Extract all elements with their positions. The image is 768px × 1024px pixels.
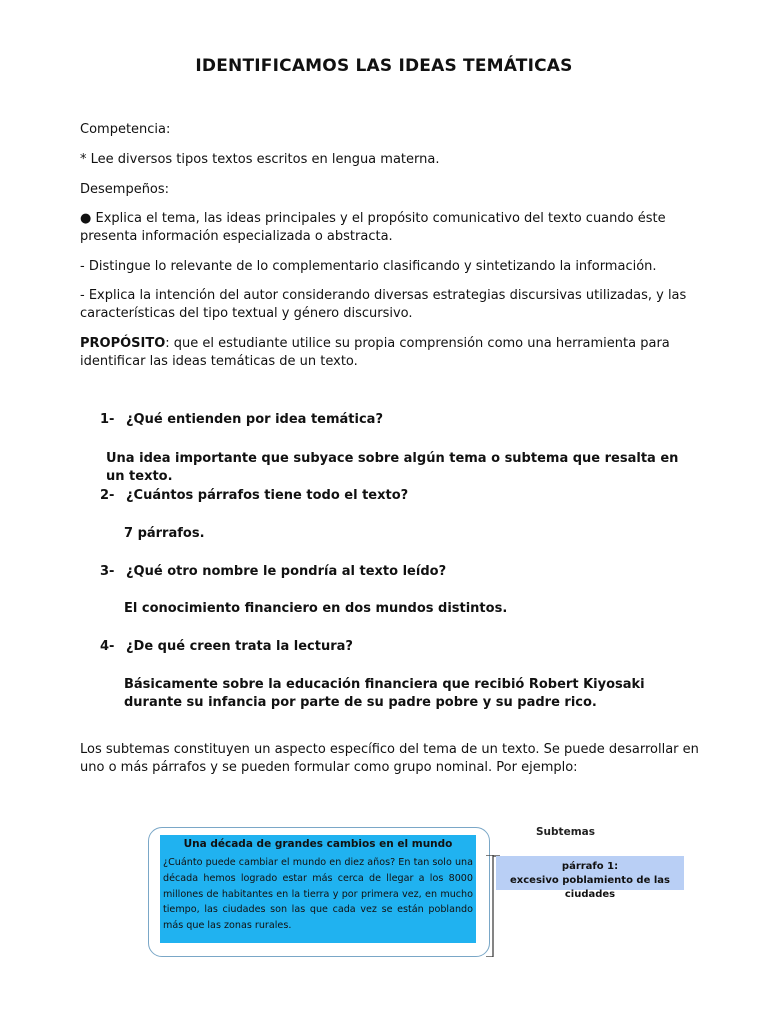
question-text: ¿Qué otro nombre le pondría al texto leído?	[126, 564, 447, 579]
subtema-label: párrafo 1:	[561, 861, 619, 872]
question	[100, 487, 408, 505]
question-answer: Una idea importante que subyace sobre algún tema o subtema que resalta en un texto.	[106, 451, 679, 484]
desempeno-item: - Distingue lo relevante de lo complementario clasificando y sintetizando la información.	[80, 259, 657, 274]
question-number: 3-	[100, 564, 115, 579]
desempenos-label: Desempeños:	[80, 182, 170, 197]
proposito-text: : que el estudiante utilice su propia comprensión como una herramienta para identificar las ideas temáticas de un texto.	[80, 336, 670, 369]
paragraph-body: ¿Cuánto puede cambiar el mundo en diez años? En tan solo una década hemos logrado estar más cerca de llegar a los 8000 millones de habitantes en la tierra y por primera vez, en mucho tiempo, las ciudades son las que cada vez se están poblando más que las zonas rurales.	[160, 853, 476, 943]
proposito-paragraph	[80, 335, 700, 371]
paragraph-title: Una década de grandes cambios en el mundo	[160, 835, 476, 853]
question-answer: Básicamente sobre la educación financiera que recibió Robert Kiyosaki durante su infancia por parte de su padre pobre y su padre rico.	[124, 677, 645, 710]
page-title: IDENTIFICAMOS LAS IDEAS TEMÁTICAS	[195, 56, 573, 76]
question-number: 4-	[100, 639, 115, 654]
competencia-item: * Lee diversos tipos textos escritos en lengua materna.	[80, 152, 440, 167]
question-number: 2-	[100, 488, 115, 503]
question	[100, 563, 446, 581]
subtemas-heading: Subtemas	[536, 826, 595, 838]
question-answer: El conocimiento financiero en dos mundos distintos.	[124, 601, 508, 616]
subtemas-intro: Los subtemas constituyen un aspecto específico del tema de un texto. Se puede desarrollar en uno o más párrafos y se pueden formular como grupo nominal. Por ejemplo:	[80, 742, 699, 775]
question-text: ¿Qué entienden por idea temática?	[126, 412, 383, 427]
question	[100, 411, 383, 429]
competencia-label: Competencia:	[80, 122, 171, 137]
question	[100, 638, 353, 656]
subtema-text: excesivo poblamiento de las ciudades	[510, 875, 670, 900]
subtema-box	[496, 856, 684, 900]
question-text: ¿De qué creen trata la lectura?	[126, 639, 353, 654]
subtemas-example-figure	[148, 815, 708, 965]
desempeno-item: ● Explica el tema, las ideas principales y el propósito comunicativo del texto cuando éste presenta información especializada o abstracta.	[80, 211, 666, 244]
desempeno-item: - Explica la intención del autor considerando diversas estrategias discursivas utilizadas, y las características del tipo textual y género discursivo.	[80, 288, 687, 321]
question-number: 1-	[100, 412, 115, 427]
question-answer: 7 párrafos.	[124, 526, 205, 541]
proposito-label: PROPÓSITO	[80, 336, 166, 351]
question-text: ¿Cuántos párrafos tiene todo el texto?	[126, 488, 409, 503]
